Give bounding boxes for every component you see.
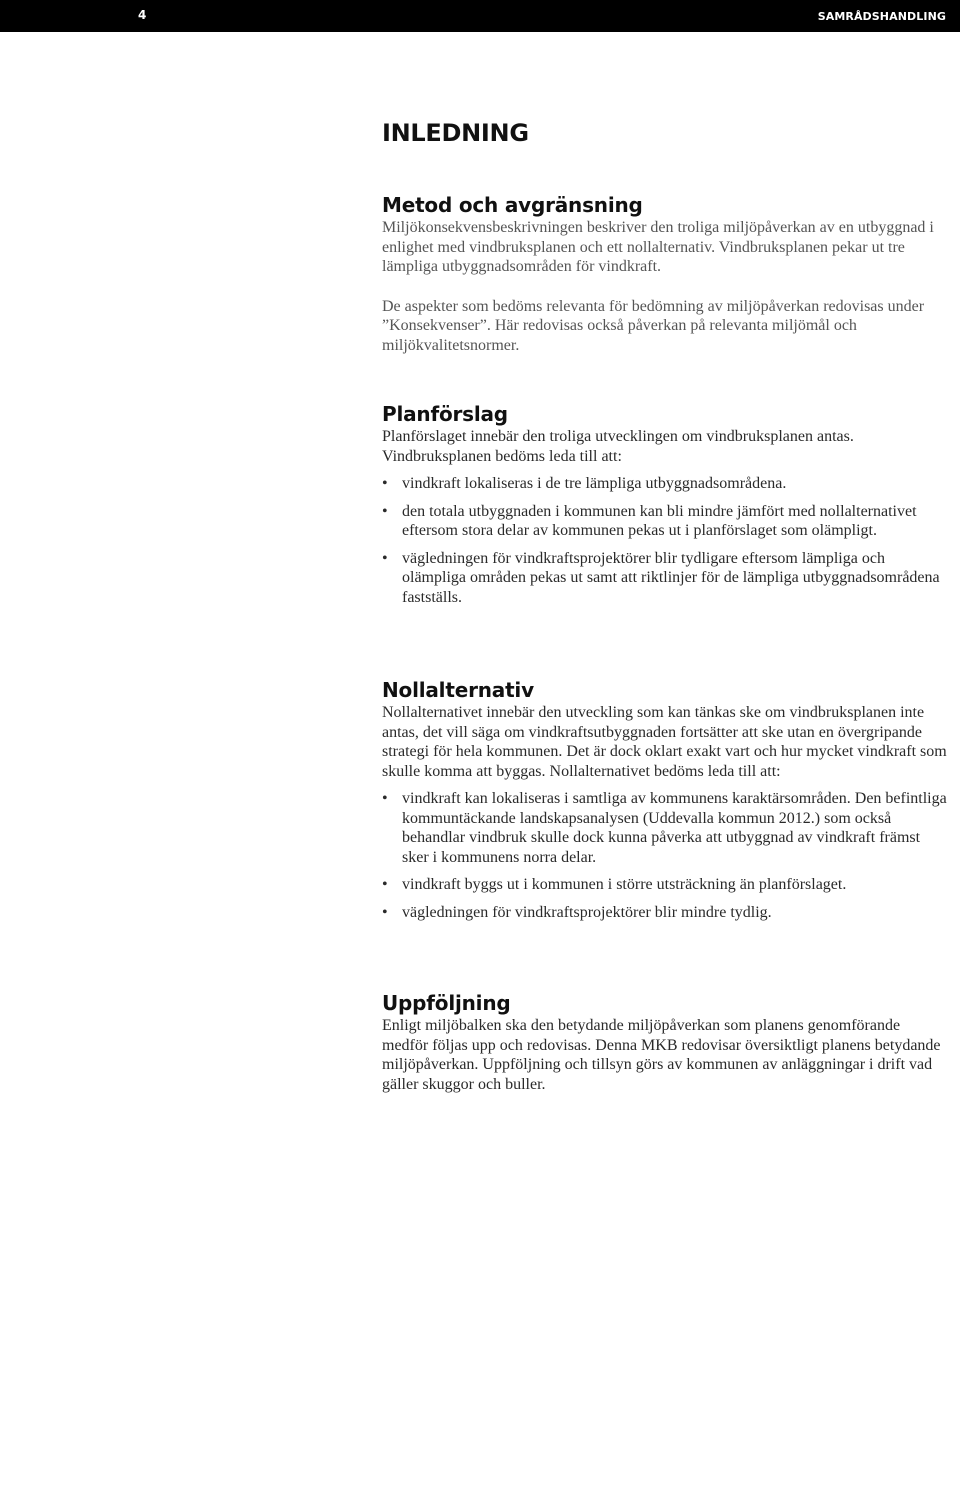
list-item: [382, 903, 948, 923]
bullet-icon: •: [382, 549, 388, 567]
list-item-text: den totala utbyggnaden i kommunen kan bli mindre jämfört med nollalternativet eftersom stora delar av kommunen pekas ut i planförslaget som olämpligt.: [402, 502, 917, 539]
list-item: [382, 875, 948, 895]
section-metod: [382, 192, 948, 355]
list-item: [382, 474, 948, 494]
metod-paragraph-1: Miljökonsekvensbeskrivningen beskriver den troliga miljöpåverkan av en utbyggnad i enlighet med vindbruksplanen och ett nollalternativ. Vindbruksplanen pekar ut tre lämpliga utbyggnadsområden för vindkraft.: [382, 219, 934, 275]
planforslag-bullet-list: [382, 474, 948, 607]
nollalternativ-intro: Nollalternativet innebär den utveckling som kan tänkas ske om vindbruksplanen inte antas, det vill säga om vindkraftsutbyggnaden fortsätter att ske utan en övergripande strategi för hela kommunen. Det är dock oklart exakt vart och hur mycket vindkraft som skulle komma att byggas. Nollalternativet bedöms leda till att:: [382, 704, 947, 780]
list-item-text: vägledningen för vindkraftsprojektörer blir tydligare eftersom lämpliga och olämpliga områden pekas ut samt att riktlinjer för de lämpliga utbyggnadsområdena fastställs.: [402, 549, 940, 606]
bullet-icon: •: [382, 790, 388, 807]
list-item: [382, 549, 948, 608]
page-number: 4: [138, 8, 147, 22]
list-item-text: vägledningen för vindkraftsprojektörer blir mindre tydlig.: [402, 903, 772, 921]
section-nollalternativ: [382, 677, 948, 922]
list-item-text: vindkraft kan lokaliseras i samtliga av kommunens karaktärsområden. Den befintliga kommuntäckande landskapsanalysen (Uddevalla kommun 2012.) som också behandlar vindbruk skulle dock kunna påverka att utbyggnad av vindkraft främst sker i kommunens norra delar.: [402, 790, 947, 866]
section-title-planforslag: Planförslag: [382, 402, 508, 426]
bullet-icon: •: [382, 475, 388, 492]
document-status-label: SAMRÅDSHANDLING: [817, 10, 946, 23]
section-uppfoljning: [382, 990, 948, 1094]
section-planforslag: [382, 401, 948, 607]
list-item-text: vindkraft byggs ut i kommunen i större utsträckning än planförslaget.: [402, 876, 847, 893]
section-title-metod: Metod och avgränsning: [382, 193, 643, 217]
bullet-icon: •: [382, 876, 388, 893]
chapter-title: INLEDNING: [382, 119, 529, 147]
list-item-text: vindkraft lokaliseras i de tre lämpliga utbyggnadsområdena.: [402, 475, 787, 492]
metod-paragraph-2: De aspekter som bedöms relevanta för bedömning av miljöpåverkan redovisas under ”Konsekvenser”. Här redovisas också påverkan på relevanta miljömål och miljökvalitetsnormer.: [382, 297, 925, 354]
bullet-icon: •: [382, 502, 388, 520]
page-header-bar: [0, 0, 960, 32]
list-item: [382, 789, 948, 867]
section-title-nollalternativ: Nollalternativ: [382, 678, 534, 702]
nollalternativ-bullet-list: [382, 789, 948, 922]
list-item: [382, 502, 948, 541]
bullet-icon: •: [382, 903, 388, 921]
uppfoljning-paragraph: Enligt miljöbalken ska den betydande miljöpåverkan som planens genomförande medför följas upp och redovisas. Denna MKB redovisar översiktligt planens betydande miljöpåverkan. Uppföljning och tillsyn görs av kommunen av anläggningar i drift vad gäller skuggor och buller.: [382, 1017, 941, 1093]
section-title-uppfoljning: Uppföljning: [382, 991, 511, 1015]
planforslag-intro: Planförslaget innebär den troliga utvecklingen om vindbruksplanen antas. Vindbruksplanen bedöms leda till att:: [382, 428, 854, 465]
